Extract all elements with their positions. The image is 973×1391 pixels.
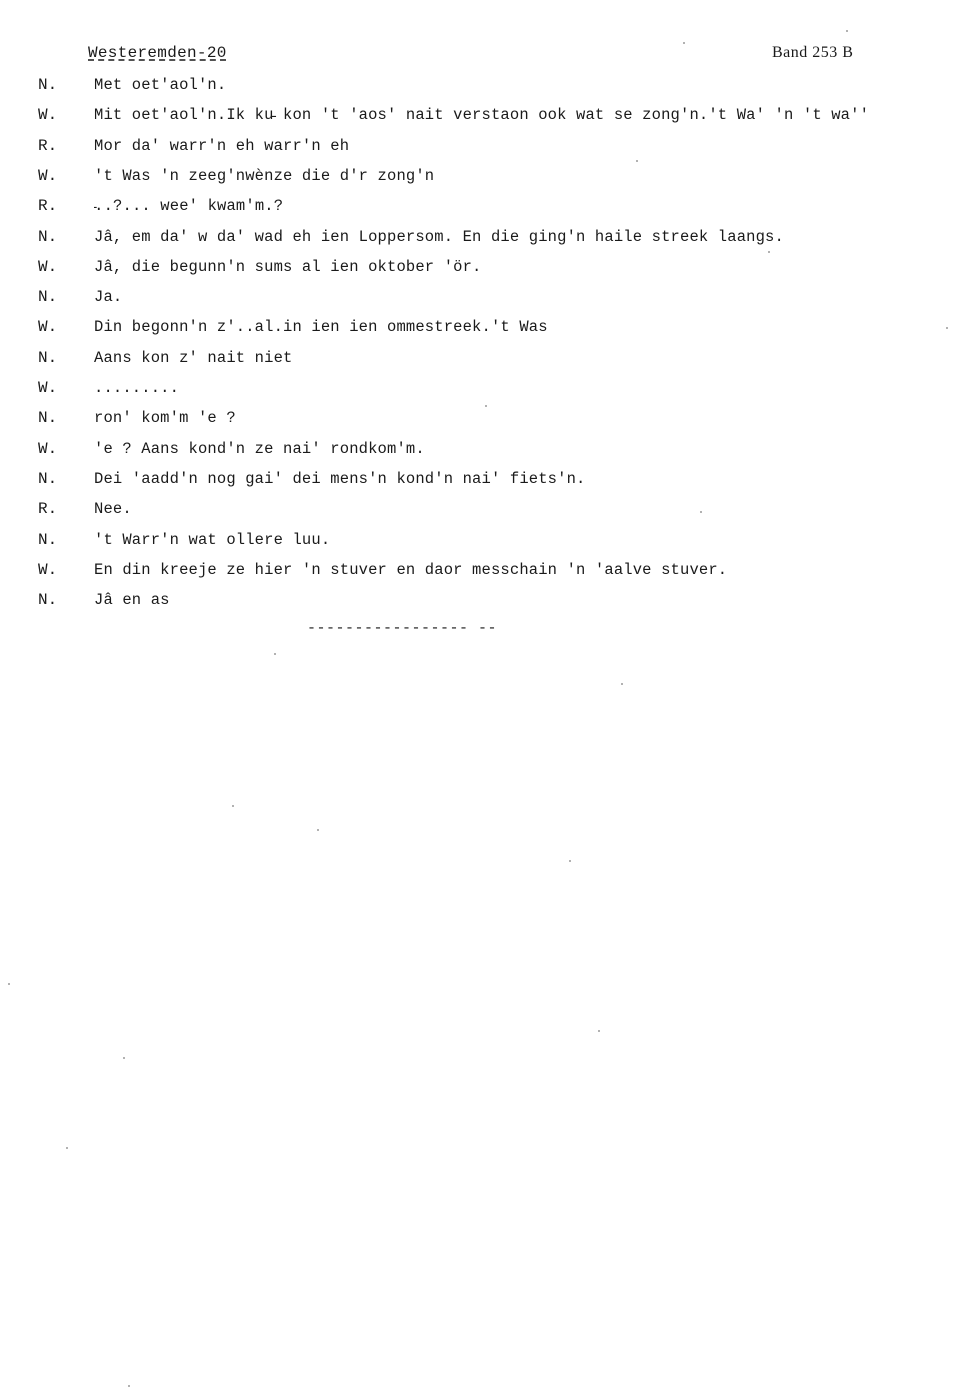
speaker-label: N.	[38, 530, 58, 549]
speaker-label: R.	[38, 136, 58, 155]
utterance-text: ̵..?... wee' kwam'm.?	[94, 197, 284, 216]
speaker-label: N.	[38, 288, 58, 307]
document-title: Westeremden-20	[88, 44, 227, 62]
scan-speck	[128, 1385, 130, 1387]
scan-speck	[485, 405, 487, 407]
speaker-label: W.	[38, 379, 58, 397]
speaker-label: W.	[38, 318, 58, 337]
band-label: Band 253 B	[772, 44, 854, 61]
utterance-text: Nee.	[94, 500, 132, 519]
scan-speck	[66, 1147, 68, 1149]
utterance-text: 't Warr'n wat ollere luu.	[94, 530, 331, 549]
utterance-text: Aans kon z' nait niet	[94, 348, 293, 367]
scan-speck	[123, 1057, 125, 1059]
transcript-line	[0, 254, 973, 280]
transcript-line	[0, 587, 973, 613]
scan-speck	[317, 829, 319, 831]
utterance-text: 'e ? Aans kond'n ze nai' rondkom'm.	[94, 439, 425, 458]
speaker-label: N.	[38, 348, 58, 367]
scan-speck	[8, 983, 10, 985]
scan-speck	[274, 653, 276, 655]
utterance-text: Met oet'aol'n.	[94, 76, 227, 94]
transcript-line	[0, 193, 973, 219]
utterance-text: En din kreeje ze hier 'n stuver en daor messchain 'n 'aalve stuver.	[94, 560, 728, 579]
speaker-label: N.	[38, 409, 58, 428]
transcript-line	[0, 436, 973, 462]
speaker-label: N.	[38, 76, 58, 94]
utterance-text: Dei 'aadd'n nog gai' dei mens'n kond'n nai' fiets'n.	[94, 469, 586, 488]
speaker-label: R.	[38, 500, 58, 519]
transcript-line	[0, 284, 973, 310]
scan-speck	[621, 683, 623, 685]
transcript-line	[0, 163, 973, 189]
utterance-text: 't Was 'n zeeg'nwènze die d'r zong'n	[94, 166, 435, 185]
speaker-label: N.	[38, 591, 58, 610]
utterance-text: Jâ, em da' w da' wad eh ien Loppersom. En die ging'n haile streek laangs.	[94, 227, 784, 246]
utterance-text: Mit oet'aol'n.Ik ku̵ kon 't 'aos' nait verstaon ook wat se zong'n.'t Wa' 'n 't wa''	[94, 106, 870, 125]
transcript-line	[0, 527, 973, 553]
transcript-line	[0, 375, 973, 401]
speaker-label: W.	[38, 257, 58, 276]
transcript-line	[0, 466, 973, 492]
transcript-line	[0, 102, 973, 128]
speaker-label: W.	[38, 166, 58, 185]
transcript-line	[0, 405, 973, 431]
scan-speck	[846, 30, 848, 32]
scan-speck	[700, 511, 702, 513]
transcript-line	[0, 496, 973, 522]
transcript-line	[0, 557, 973, 583]
utterance-text: Ja.	[94, 288, 123, 307]
scan-speck	[636, 160, 638, 162]
speaker-label: R.	[38, 197, 58, 216]
utterance-text: Jâ, die begunn'n sums al ien oktober 'ör.	[94, 257, 482, 276]
scan-speck	[569, 860, 571, 862]
scan-speck	[768, 251, 770, 253]
transcript-line	[0, 224, 973, 250]
speaker-label: N.	[38, 227, 58, 246]
transcript-line	[0, 72, 973, 98]
speaker-label: W.	[38, 560, 58, 579]
speaker-label: W.	[38, 439, 58, 458]
scan-speck	[598, 1030, 600, 1032]
utterance-text: Jâ en as	[94, 591, 170, 610]
transcript-line	[0, 314, 973, 340]
utterance-text: Din begonn'n z'..al.in ien ien ommestreek.'t Was	[94, 318, 548, 337]
scan-speck	[232, 805, 234, 807]
speaker-label: W.	[38, 106, 58, 125]
utterance-text: .........	[94, 379, 180, 397]
utterance-text: ron' kom'm 'e ?	[94, 409, 236, 428]
scan-speck	[946, 327, 948, 329]
utterance-text: Mor da' warr'n eh warr'n eh	[94, 136, 350, 155]
speaker-label: N.	[38, 469, 58, 488]
end-of-transcript-rule: ----------------- --	[307, 620, 498, 637]
scan-speck	[683, 42, 685, 44]
transcript-line	[0, 133, 973, 159]
transcript-line	[0, 345, 973, 371]
